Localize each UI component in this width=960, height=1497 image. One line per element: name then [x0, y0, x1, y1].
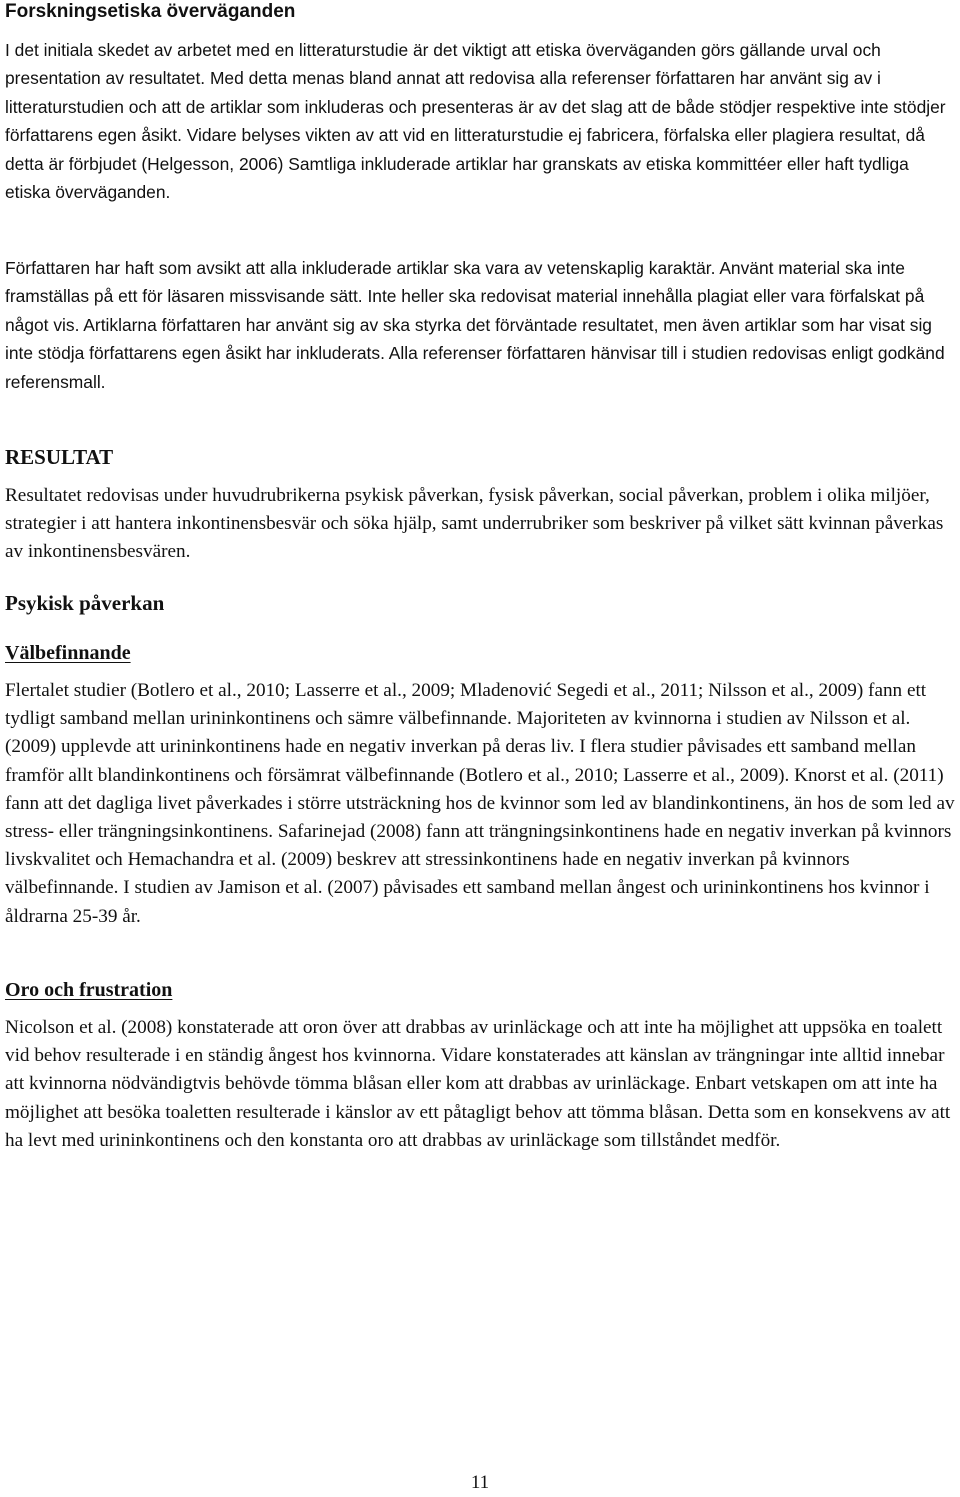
paragraph-ethics-1: I det initiala skedet av arbetet med en litteraturstudie är det viktigt att etiska överväganden görs gällande urval och presentation av resultatet. Med detta menas bland annat att redovisa alla referenser författaren har använt sig av i litteraturstudien och att de artiklar som inkluderas och presenteras är av det slag att de både stödjer respektive inte stödjer författarens egen åsikt. Vidare belyses vikten av att vid en litteraturstudie ej fabricera, förfalska eller plagiera resultat, då detta är förbjudet (Helgesson, 2006) Samtliga inkluderade artiklar har granskats av etiska kommittéer eller haft tydliga etiska överväganden.: [5, 40, 946, 203]
paragraph-oro-1: Nicolson et al. (2008) konstaterade att oron över att drabbas av urinläckage och att inte ha möjlighet att uppsöka en toalett vid behov resulterade i en ständig ångest hos kvinnorna. Vidare konstaterades att känslan av trängningar inte alltid innebar att kvinnorna nödvändigtvis behövde tömma blåsan eller kom att drabbas av urinläckage. Enbart vetskapen om att inte ha möjlighet att besöka toaletten resulterade i känslor av ett påtagligt behov att tömma blåsan. Detta som en konsekvens av att ha levt med urininkontinens och den konstanta oro att drabbas av urinläckage som tillståndet medför.: [5, 1017, 951, 1151]
paragraph-ethics-2: Författaren har haft som avsikt att alla inkluderade artiklar ska vara av vetenskaplig karaktär. Använt material ska inte framställas på ett för läsaren missvisande sätt. Inte heller ska redovisat material innehålla plagiat eller vara förfalskat på något vis. Artiklarna författaren har använt sig av ska styrka det förväntade resultatet, men även artiklar som har visat sig inte stödja författarens egen åsikt har inkluderats. Alla referenser författaren hänvisar till i studien redovisas enligt godkänd referensmall.: [5, 258, 945, 392]
subheading-valbefinnande: Välbefinnande: [5, 642, 131, 664]
subheading-oro-och-frustration: Oro och frustration: [5, 979, 173, 1001]
section-heading-result: RESULTAT: [5, 445, 114, 469]
page-number: 11: [470, 1472, 490, 1493]
section-heading-psykisk-paverkan: Psykisk påverkan: [5, 591, 165, 615]
paragraph-result-1: Resultatet redovisas under huvudrubrikerna psykisk påverkan, fysisk påverkan, social påverkan, problem i olika miljöer, strategier i att hantera inkontinensbesvär och söka hjälp, samt underrubriker som beskriver på vilket sätt kvinnan påverkas av inkontinensbesvären.: [5, 485, 944, 563]
section-heading-ethics: Forskningsetiska överväganden: [5, 1, 296, 22]
paragraph-valbefinnande-1: Flertalet studier (Botlero et al., 2010; Lasserre et al., 2009; Mladenović Segedi et al., 2011; Nilsson et al., 2009) fann ett tydligt samband mellan urininkontinens och sämre välbefinnande. Majoriteten av kvinnorna i studien av Nilsson et al. (2009) upplevde att urininkontinens hade en negativ inverkan på deras liv. I flera studier påvisades ett samband mellan framför allt blandinkontinens och försämrat välbefinnande (Botlero et al., 2010; Lasserre et al., 2009). Knorst et al. (2011) fann att det dagliga livet påverkades i större utsträckning hos de kvinnor som led av blandinkontinens, än hos de som led av stress- eller trängningsinkontinens. Safarinejad (2008) fann att trängningsinkontinens hade en negativ inverkan på kvinnors livskvalitet och Hemachandra et al. (2009) beskrev att stressinkontinens hade en negativ inverkan på kvinnors välbefinnande. I studien av Jamison et al. (2007) påvisades ett samband mellan ångest och urininkontinens hos kvinnor i åldrarna 25-39 år.: [5, 680, 955, 927]
